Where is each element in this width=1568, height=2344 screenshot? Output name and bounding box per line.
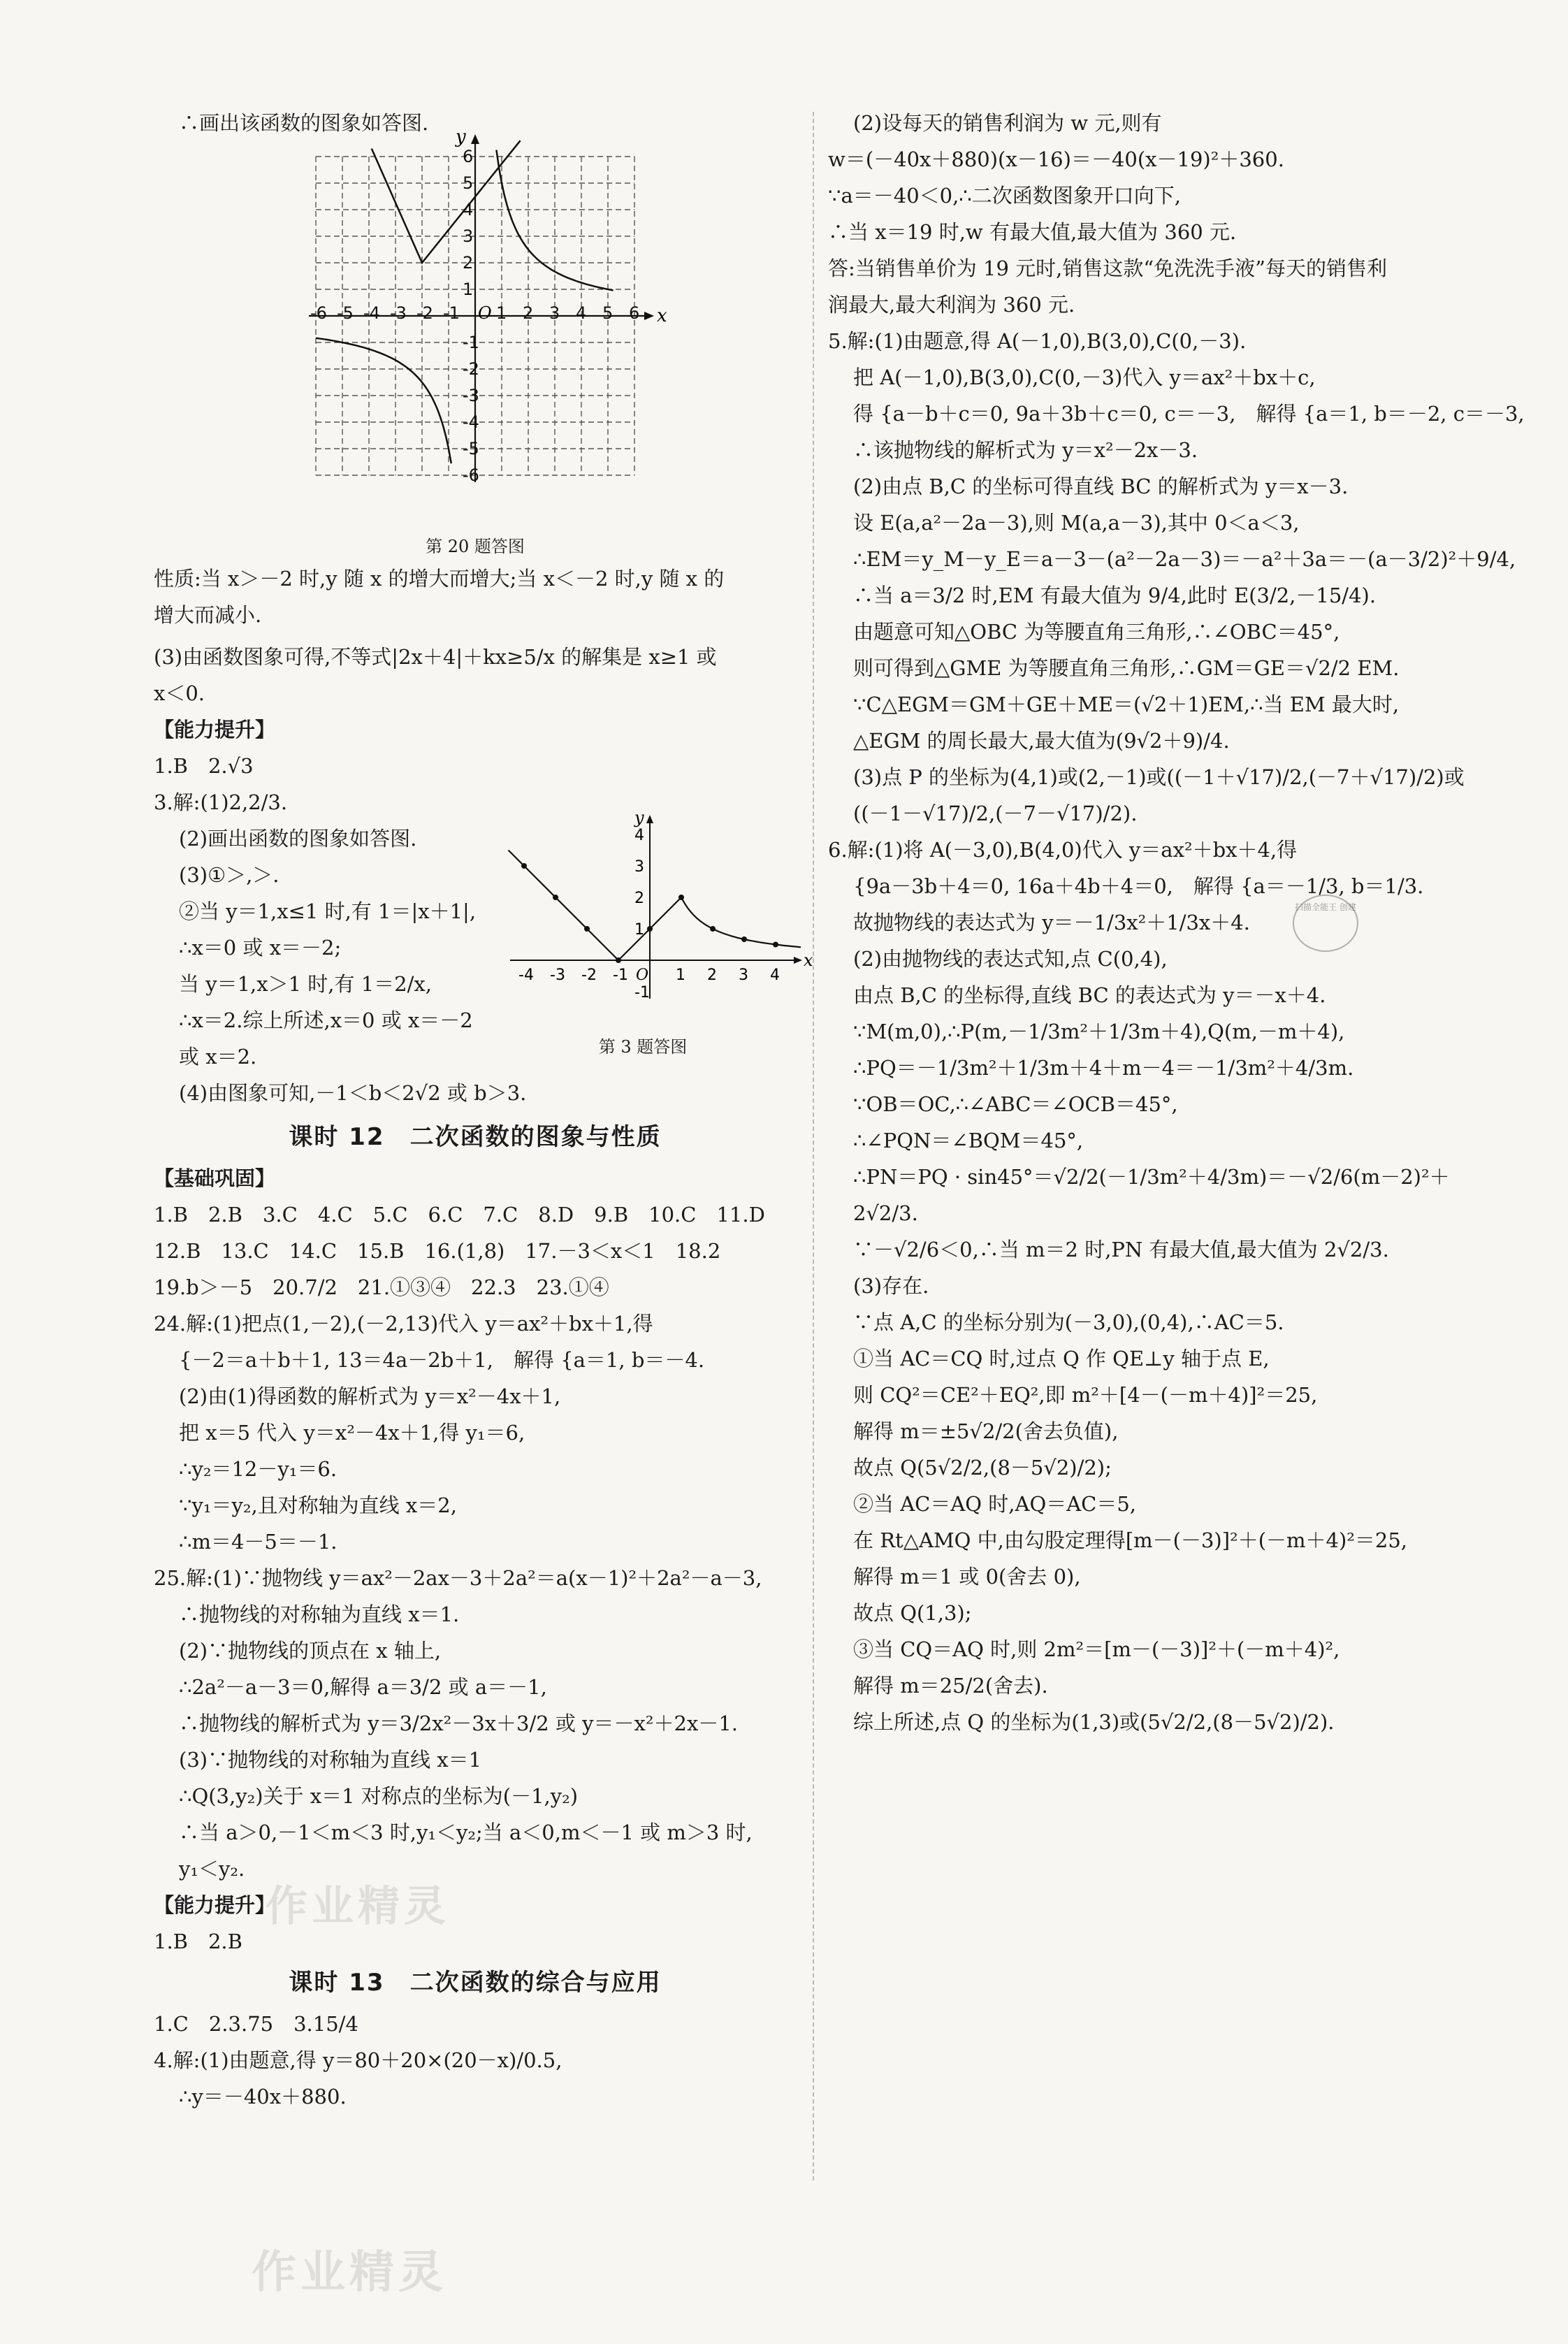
answer-line: 3.解:(1)2,2/3. (154, 790, 288, 814)
curve-hyperbola (681, 897, 801, 947)
text-line: ∴PQ＝－1/3m²＋1/3m＋4＋m－4＝－1/3m²＋4/3m. (853, 1056, 1354, 1080)
text-line: 由题意可知△OBC 为等腰直角三角形,∴∠OBC＝45°, (853, 620, 1340, 644)
text-line: 把 A(－1,0),B(3,0),C(0,－3)代入 y＝ax²＋bx＋c, (853, 366, 1316, 389)
x-tick-label: -2 (581, 967, 597, 984)
curve-hyperbola-left (316, 338, 451, 463)
origin-label: O (636, 967, 649, 984)
equation-system: 得 {a－b＋c＝0, 9a＋3b＋c＝0, c＝－3, 解得 {a＝1, b＝－2, c＝－3, (853, 402, 1525, 426)
text-line: ∴y₂＝12－y₁＝6. (179, 1457, 337, 1481)
text-line: ∴x＝0 或 x＝－2; (179, 936, 342, 960)
y-tick-label: 2 (463, 253, 474, 273)
x-tick-label: -2 (416, 303, 433, 323)
figure-20 (154, 126, 797, 560)
text-line: (2)∵抛物线的顶点在 x 轴上, (179, 1639, 442, 1663)
y-tick-label: -3 (463, 386, 479, 405)
text-line: 解得 m＝25/2(舍去). (853, 1674, 1048, 1698)
plot-point (678, 895, 684, 900)
figure-3-caption: 第 3 题答图 (598, 1037, 688, 1057)
equation-system: {9a－3b＋4＝0, 16a＋4b＋4＝0, 解得 {a＝－1/3, b＝1/3. (853, 874, 1424, 898)
y-tick-label: -4 (463, 412, 479, 432)
text-line: ∵y₁＝y₂,且对称轴为直线 x＝2, (179, 1493, 457, 1517)
y-axis-label: y (456, 126, 466, 147)
y-tick-label: -2 (463, 359, 479, 379)
x-axis-label: x (657, 305, 667, 326)
text-line: (3)存在. (853, 1274, 929, 1298)
plot-point (616, 957, 621, 963)
column-divider (813, 112, 814, 2180)
text-line: 由点 B,C 的坐标得,直线 BC 的表达式为 y＝－x＋4. (853, 983, 1326, 1007)
y-tick-label: 5 (463, 173, 474, 193)
x-tick-label: 5 (602, 303, 614, 323)
text-line: 或 x＝2. (179, 1045, 257, 1069)
text-line: (2)设每天的销售利润为 w 元,则有 (853, 111, 1162, 135)
text-line: 设 E(a,a²－2a－3),则 M(a,a－3),其中 0＜a＜3, (853, 511, 1300, 535)
text-line: ∴2a²－a－3＝0,解得 a＝3/2 或 a＝－1, (179, 1675, 547, 1699)
text-line: ∴当 x＝19 时,w 有最大值,最大值为 360 元. (828, 220, 1237, 244)
text-line: △EGM 的周长最大,最大值为(9√2＋9)/4. (853, 729, 1230, 753)
text-line: ③当 CQ＝AQ 时,则 2m²＝[m－(－3)]²＋(－m＋4)², (853, 1637, 1340, 1661)
text-line: 解得 m＝1 或 0(舍去 0), (853, 1565, 1081, 1589)
y-axis-label: y (634, 808, 644, 827)
x-tick-label: 1 (676, 967, 685, 984)
text-line: (4)由图象可知,－1＜b＜2√2 或 b＞3. (179, 1081, 527, 1105)
answer-line: 12.B 13.C 14.C 15.B 16.(1,8) 17.－3＜x＜1 18.2 (154, 1239, 721, 1263)
answer-line: 1.C 2.3.75 3.15/4 (154, 2012, 358, 2036)
text-line: ∴当 a＞0,－1＜m＜3 时,y₁＜y₂;当 a＜0,m＜－1 或 m＞3 时, (179, 1821, 753, 1844)
section-basic: 【基础巩固】 (154, 1166, 276, 1190)
curve-abs-line (509, 851, 682, 961)
left-column (154, 105, 813, 2115)
watermark-bottom: 作业精灵 (252, 2247, 447, 2299)
q3-block (154, 808, 813, 1114)
y-tick-label: 2 (634, 890, 644, 907)
text-line: ∴Q(3,y₂)关于 x＝1 对称点的坐标为(－1,y₂) (179, 1784, 579, 1808)
text-line: 增大而减小. (154, 603, 262, 627)
text-line: ∵OB＝OC,∴∠ABC＝∠OCB＝45°, (853, 1092, 1178, 1116)
text-line: 在 Rt△AMQ 中,由勾股定理得[m－(－3)]²＋(－m＋4)²＝25, (853, 1528, 1408, 1552)
y-tick-label: 1 (634, 921, 644, 939)
text-line: (2)由点 B,C 的坐标可得直线 BC 的解析式为 y＝x－3. (853, 475, 1349, 498)
y-tick-label: 3 (634, 858, 644, 876)
x-axis-label: x (804, 950, 813, 970)
y-tick-label: 4 (634, 827, 644, 844)
x-tick-label: 6 (629, 303, 640, 323)
text-line: 故抛物线的表达式为 y＝－1/3x²＋1/3x＋4. (853, 911, 1250, 934)
text-line: ∴抛物线的解析式为 y＝3/2x²－3x＋3/2 或 y＝－x²＋2x－1. (179, 1712, 739, 1735)
text-line: ∵C△EGM＝GM＋GE＋ME＝(√2＋1)EM,∴当 EM 最大时, (853, 693, 1400, 716)
text-line: ∴抛物线的对称轴为直线 x＝1. (179, 1603, 460, 1626)
lesson-13-heading: 课时 13 二次函数的综合与应用 (289, 1969, 662, 1997)
text-line: ∵点 A,C 的坐标分别为(－3,0),(0,4),∴AC＝5. (853, 1310, 1284, 1334)
text-line: ∵M(m,0),∴P(m,－1/3m²＋1/3m＋4),Q(m,－m＋4), (853, 1020, 1345, 1043)
graph-figure-3 (496, 808, 813, 1030)
text-line: (2)由抛物线的表达式知,点 C(0,4), (853, 947, 1168, 971)
plot-point (741, 936, 747, 942)
x-tick-label: -3 (550, 967, 565, 984)
x-tick-label: -4 (518, 967, 534, 984)
text-line: (2)由(1)得函数的解析式为 y＝x²－4x＋1, (179, 1384, 561, 1408)
text-line: ∵a＝－40＜0,∴二次函数图象开口向下, (828, 184, 1181, 208)
x-tick-label: 3 (739, 967, 748, 984)
text-line: 润最大,最大利润为 360 元. (828, 293, 1075, 317)
text-line: ∴∠PQN＝∠BQM＝45°, (853, 1129, 1084, 1152)
text-line: 故点 Q(5√2/2,(8－5√2)/2); (853, 1456, 1112, 1480)
text-line: ∴m＝4－5＝－1. (179, 1530, 337, 1554)
text-line: 综上所述,点 Q 的坐标为(1,3)或(5√2/2,(8－5√2)/2). (853, 1710, 1335, 1734)
text-line: ∴x＝2.综上所述,x＝0 或 x＝－2 (179, 1008, 473, 1032)
x-tick-label: -4 (363, 303, 380, 323)
text-line: 解得 m＝±5√2/2(舍去负值), (853, 1419, 1119, 1443)
text-line: (3)点 P 的坐标为(4,1)或(2,－1)或((－1＋√17)/2,(－7＋√17)/2)或 (853, 765, 1465, 789)
y-tick-label: 1 (463, 280, 474, 299)
text-line: w＝(－40x＋880)(x－16)＝－40(x－19)²＋360. (828, 147, 1284, 171)
answer-line: 1.B 2.B 3.C 4.C 5.C 6.C 7.C 8.D 9.B 10.C 11.D (154, 1203, 765, 1227)
x-tick-label: -1 (613, 967, 628, 984)
text-line: (3)①＞,＞. (179, 863, 280, 887)
plot-point (584, 926, 590, 932)
graph-figure-20 (154, 126, 797, 533)
answer-line: 1.B 2.√3 (154, 754, 254, 778)
x-tick-label: -5 (337, 303, 354, 323)
text-line: 24.解:(1)把点(1,－2),(－2,13)代入 y＝ax²＋bx＋1,得 (154, 1312, 653, 1336)
text-line: (2)画出函数的图象如答图. (179, 827, 417, 851)
text-line: ∴当 a＝3/2 时,EM 有最大值为 9/4,此时 E(3/2,－15/4). (853, 584, 1377, 607)
y-tick-label: -1 (463, 333, 479, 352)
text-line: 把 x＝5 代入 y＝x²－4x＋1,得 y₁＝6, (179, 1421, 525, 1445)
text-line: 2√2/3. (853, 1201, 918, 1225)
figure-20-caption: 第 20 题答图 (426, 537, 525, 556)
plot-point (773, 942, 778, 948)
text-line: 则 CQ²＝CE²＋EQ²,即 m²＋[4－(－m＋4)]²＝25, (853, 1383, 1318, 1407)
x-tick-label: -1 (443, 303, 460, 323)
text-line: 25.解:(1)∵抛物线 y＝ax²－2ax－3＋2a²＝a(x－1)²＋2a²－a－3, (154, 1566, 762, 1590)
text-line: ②当 AC＝AQ 时,AQ＝AC＝5, (853, 1492, 1137, 1516)
section-ability: 【能力提升】 (154, 718, 276, 741)
text-line: 6.解:(1)将 A(－3,0),B(4,0)代入 y＝ax²＋bx＋4,得 (828, 838, 1298, 862)
text-line: (3)∵抛物线的对称轴为直线 x＝1 (179, 1748, 482, 1772)
text-line: ②当 y＝1,x≤1 时,有 1＝|x＋1|, (179, 899, 477, 923)
lesson-12-heading: 课时 12 二次函数的图象与性质 (289, 1123, 662, 1151)
x-tick-label: 3 (549, 303, 560, 323)
y-tick-label: 3 (463, 226, 474, 246)
origin-label: O (478, 303, 492, 323)
y-tick-label: -1 (634, 984, 650, 1001)
y-tick-label: 4 (463, 200, 474, 219)
y-tick-label: -6 (463, 465, 479, 485)
text-line: 5.解:(1)由题意,得 A(－1,0),B(3,0),C(0,－3). (828, 329, 1247, 353)
text-line: ∴该抛物线的解析式为 y＝x²－2x－3. (853, 438, 1198, 462)
text-line: 故点 Q(1,3); (853, 1601, 972, 1625)
plot-point (710, 926, 716, 932)
plot-point (553, 895, 558, 900)
x-tick-label: -6 (310, 303, 327, 323)
equation-system: {－2＝a＋b＋1, 13＝4a－2b＋1, 解得 {a＝1, b＝－4. (179, 1348, 705, 1372)
x-tick-label: 4 (770, 967, 780, 984)
text-line: ∵－√2/6＜0,∴当 m＝2 时,PN 有最大值,最大值为 2√2/3. (853, 1238, 1389, 1261)
text-line: (3)由函数图象可得,不等式|2x＋4|＋kx≥5/x 的解集是 x≥1 或 (154, 645, 717, 669)
text-line: ∴PN＝PQ · sin45°＝√2/2(－1/3m²＋4/3m)＝－√2/6(m－2)²＋ (853, 1165, 1450, 1189)
text-line: 则可得到△GME 为等腰直角三角形,∴GM＝GE＝√2/2 EM. (853, 656, 1400, 680)
y-tick-label: -5 (463, 439, 479, 458)
x-arrow (644, 312, 654, 320)
right-column (828, 105, 1525, 1740)
text-line: x＜0. (154, 681, 205, 705)
y-tick-label: 6 (463, 147, 474, 166)
text-line: y₁＜y₂. (179, 1857, 245, 1881)
answer-line: 1.B 2.B (154, 1930, 242, 1953)
x-tick-label: 1 (496, 303, 507, 323)
plot-point (521, 863, 527, 869)
answer-line: 19.b＞－5 20.7/2 21.①③④ 22.3 23.①④ (154, 1275, 609, 1299)
section-ability-2: 【能力提升】 (154, 1893, 276, 1917)
x-tick-label: 4 (576, 303, 587, 323)
text-line: ①当 AC＝CQ 时,过点 Q 作 QE⊥y 轴于点 E, (853, 1347, 1270, 1370)
watermark: 作业精灵 (266, 1882, 450, 1931)
text-line: ∴y＝－40x＋880. (179, 2085, 347, 2108)
text-line: 性质:当 x＞－2 时,y 随 x 的增大而增大;当 x＜－2 时,y 随 x 的 (154, 567, 725, 591)
text-line: 当 y＝1,x＞1 时,有 1＝2/x, (179, 972, 432, 996)
text-line: 答:当销售单价为 19 元时,销售这款“免洗洗手液”每天的销售利 (828, 256, 1387, 280)
x-tick-label: -3 (390, 303, 407, 323)
x-arrow (794, 957, 802, 964)
text-line: ∴画出该函数的图象如答图. (179, 111, 429, 135)
x-tick-label: 2 (707, 967, 717, 984)
x-tick-label: 2 (523, 303, 534, 323)
text-line: 4.解:(1)由题意,得 y＝80＋20×(20－x)/0.5, (154, 2048, 562, 2072)
text-line: ((－1－√17)/2,(－7－√17)/2). (853, 802, 1138, 825)
text-line: ∴EM＝y_M－y_E＝a－3－(a²－2a－3)＝－a²＋3a＝－(a－3/2)²＋9/4, (853, 547, 1516, 571)
scanner-stamp (1293, 895, 1358, 952)
plot-point (647, 926, 653, 932)
stamp-text: 扫描全能王 创建 (1295, 902, 1356, 912)
